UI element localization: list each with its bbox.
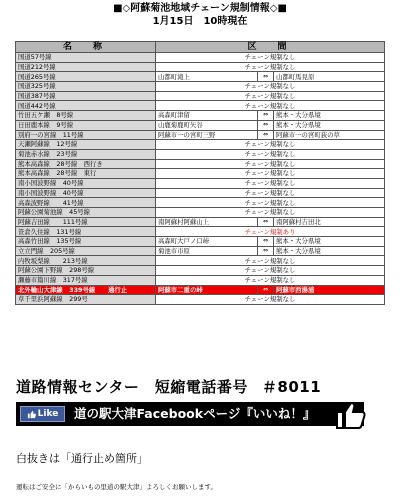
table-row: [16, 295, 385, 305]
road-name: 熊本高森線 28号線 東行: [16, 169, 156, 179]
section-from: 山鹿菊鹿町矢谷: [156, 120, 258, 130]
road-name: 内牧坂梨線 213号線: [16, 256, 156, 266]
regulation-status: [156, 266, 385, 276]
regulation-status-text: チェーン規制なし: [244, 256, 296, 265]
table-row: [16, 101, 385, 111]
table-row: [16, 198, 385, 208]
table-row: [16, 275, 385, 285]
closure-note: 白抜きは「通行止め箇所」: [16, 452, 148, 465]
road-info-center-label: 道路情報センター 短縮電話番号: [16, 378, 248, 396]
table-row: [16, 130, 385, 140]
regulation-status-text: チェーン規制あり: [244, 227, 296, 236]
regulation-status-text: チェーン規制なし: [244, 188, 296, 197]
table-row: [16, 140, 385, 150]
regulation-status-text: チェーン規制なし: [244, 295, 296, 304]
bidirectional-arrow-icon: ⇔: [258, 217, 274, 227]
regulation-status: [156, 53, 385, 63]
regulation-status-text: チェーン規制なし: [244, 101, 296, 110]
table-row: [16, 169, 385, 179]
facebook-banner[interactable]: [16, 402, 364, 426]
table-row: [16, 217, 385, 227]
road-name: 阿蘇公園下野線 298号線: [16, 266, 156, 276]
table-row: [16, 111, 385, 121]
regulation-status-text: チェーン規制なし: [244, 266, 296, 275]
section-from: 阿蘇市二重の峠: [156, 285, 258, 295]
road-name: 国道442号線: [16, 101, 156, 111]
like-button[interactable]: [20, 406, 65, 422]
road-name: 菊池赤水線 23号線: [16, 149, 156, 159]
regulation-status-text: チェーン規制なし: [244, 198, 296, 207]
section-to: 阿蘇市西湯浦: [274, 285, 385, 295]
bidirectional-arrow-icon: ⇔: [258, 120, 274, 130]
road-name: 国道265号線: [16, 72, 156, 82]
footer-message: 運転はご安全に「からいもの里道の駅大津」よろしくお願いします。: [16, 483, 217, 491]
bidirectional-arrow-icon: ⇔: [258, 111, 274, 121]
table-body: [16, 53, 385, 305]
regulation-status: [156, 82, 385, 92]
table-row: [16, 62, 385, 72]
page-title: ■◇阿蘇菊池地域チェーン規制情報◇■: [113, 3, 287, 14]
road-name: 天瀬阿蘇線 12号線: [16, 140, 156, 150]
table-row: [16, 266, 385, 276]
road-name: 高森竹田線 135号線: [16, 237, 156, 247]
col-header-name: 名 称: [16, 42, 156, 53]
regulation-status-text: チェーン規制なし: [244, 159, 296, 168]
table-row: [16, 208, 385, 218]
table-row: [16, 256, 385, 266]
road-info-center: [16, 376, 321, 397]
road-name: 南小国波野線 40号線: [16, 178, 156, 188]
regulation-status: [156, 91, 385, 101]
regulation-status-text: チェーン規制なし: [244, 169, 296, 178]
table-row: [16, 91, 385, 101]
section-to: 南阿蘇村吉田北: [274, 217, 385, 227]
regulation-status-text: チェーン規制なし: [244, 179, 296, 188]
road-name: 立立門線 205号線: [16, 246, 156, 256]
thumbs-up-icon: [27, 410, 36, 419]
bidirectional-arrow-icon: ⇔: [258, 72, 274, 82]
section-from: 南阿蘇村阿蘇山上: [156, 217, 258, 227]
road-name: 南小国波野線 40号線: [16, 188, 156, 198]
regulation-status-text: チェーン規制なし: [244, 62, 296, 71]
table-row: [16, 72, 385, 82]
regulation-status-text: チェーン規制なし: [244, 91, 296, 100]
section-from: 高森町津留: [156, 111, 258, 121]
road-name: 瀬藤市篇川線 317号線: [16, 275, 156, 285]
regulation-status: [156, 295, 385, 305]
road-name: 笹倉久住線 131号線: [16, 227, 156, 237]
road-name: 高森波野線 41号線: [16, 198, 156, 208]
road-name: 阿蘇公園菊池線 45号線: [16, 208, 156, 218]
table-row: [16, 237, 385, 247]
road-name: 国道57号線: [16, 53, 156, 63]
road-name: 国道212号線: [16, 62, 156, 72]
road-name: 国道387号線: [16, 91, 156, 101]
regulation-status: [156, 101, 385, 111]
bidirectional-arrow-icon: ⇔: [258, 130, 274, 140]
regulation-status: [156, 188, 385, 198]
bidirectional-arrow-icon: ⇔: [258, 285, 274, 295]
regulation-status: [156, 275, 385, 285]
page-subtitle: 1月15日 10時現在: [152, 16, 248, 27]
section-to: 熊本・大分県境: [274, 237, 385, 247]
regulation-status: [156, 140, 385, 150]
regulation-status: [156, 227, 385, 237]
facebook-banner-text: 道の駅大津Facebookページ『いいね！』: [74, 406, 316, 421]
road-name: 阿蘇吉田線 111号線: [16, 217, 156, 227]
bidirectional-arrow-icon: ⇔: [258, 237, 274, 247]
section-to: 熊本・大分県境: [274, 111, 385, 121]
regulation-status: [156, 208, 385, 218]
table-header-row: [16, 42, 385, 53]
road-name: 北外輪山大津線 339号線 通行止: [16, 285, 156, 295]
table-row: [16, 53, 385, 63]
regulation-status-text: チェーン規制なし: [244, 208, 296, 217]
section-to: 阿蘇市一の宮町荻の草: [274, 130, 385, 140]
section-from: 高森町大戸ノ口峠: [156, 237, 258, 247]
road-name: 熊本高森線 28号線 西行き: [16, 159, 156, 169]
table-row: [16, 82, 385, 92]
section-from: 菊池市市原: [156, 246, 258, 256]
road-name: 別府一の宮線 11号線: [16, 130, 156, 140]
regulation-status: [156, 256, 385, 266]
road-name: 国道325号線: [16, 82, 156, 92]
like-label: Like: [37, 409, 59, 419]
table-row: [16, 285, 385, 295]
regulation-status: [156, 169, 385, 179]
table-row: [16, 178, 385, 188]
regulation-status: [156, 159, 385, 169]
thumbs-up-icon: [335, 400, 367, 430]
section-from: 阿蘇市一の宮町三野: [156, 130, 258, 140]
regulation-status-text: チェーン規制なし: [244, 82, 296, 91]
section-to: 熊本・大分県境: [274, 246, 385, 256]
regulation-status: [156, 198, 385, 208]
chain-regulation-table: [15, 41, 385, 305]
regulation-status-text: チェーン規制なし: [244, 150, 296, 159]
table-row: [16, 159, 385, 169]
bidirectional-arrow-icon: ⇔: [258, 246, 274, 256]
road-name: 竹田五ケ瀬 8号線: [16, 111, 156, 121]
road-name: 日田鹿本線 9号線: [16, 120, 156, 130]
regulation-status: [156, 149, 385, 159]
short-phone-number: ＃8011: [261, 378, 322, 396]
regulation-status-text: チェーン規制なし: [244, 53, 296, 62]
table-row: [16, 246, 385, 256]
table-row: [16, 227, 385, 237]
regulation-status-text: チェーン規制なし: [244, 276, 296, 285]
table-row: [16, 149, 385, 159]
section-to: 熊本・大分県境: [274, 120, 385, 130]
section-to: 山都町馬見原: [274, 72, 385, 82]
regulation-status-text: チェーン規制なし: [244, 140, 296, 149]
section-from: 山都町滝上: [156, 72, 258, 82]
regulation-status: [156, 178, 385, 188]
road-name: 草千里浜阿蘇線 299号: [16, 295, 156, 305]
table-row: [16, 188, 385, 198]
table-row: [16, 120, 385, 130]
regulation-status: [156, 62, 385, 72]
col-header-section: 区 間: [156, 42, 385, 53]
